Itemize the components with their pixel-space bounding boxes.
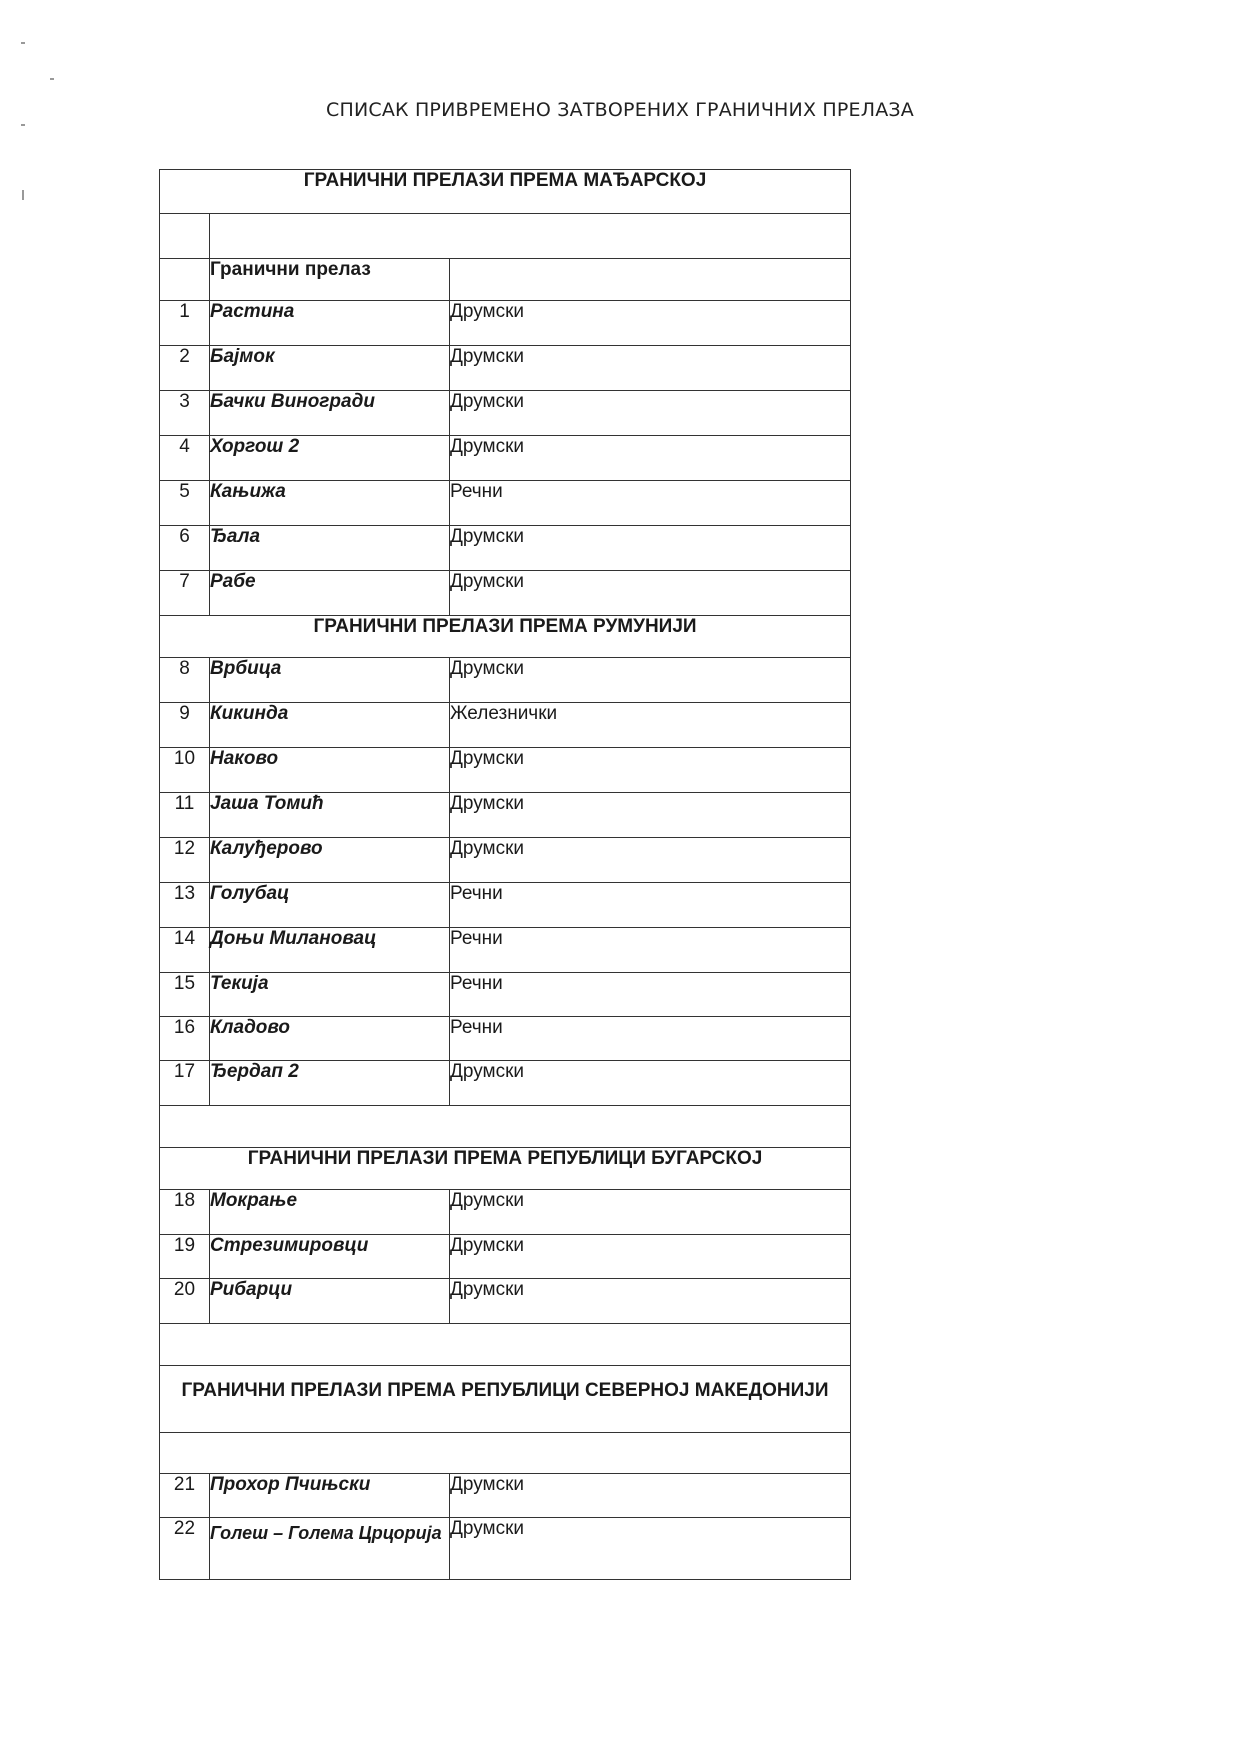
crossing-type: Друмски	[450, 748, 851, 793]
scan-mark	[22, 190, 24, 200]
table-row	[160, 838, 851, 883]
section-heading-romania: ГРАНИЧНИ ПРЕЛАЗИ ПРЕМА РУМУНИЈИ	[160, 616, 851, 658]
table-row	[160, 1279, 851, 1324]
section-heading-hungary: ГРАНИЧНИ ПРЕЛАЗИ ПРЕМА МАЂАРСКОЈ	[160, 170, 851, 214]
row-number: 11	[160, 793, 210, 838]
crossing-type: Друмски	[450, 436, 851, 481]
blank-cell	[450, 259, 851, 301]
table-row	[160, 1190, 851, 1235]
row-number: 13	[160, 883, 210, 928]
crossing-name: Наково	[210, 748, 450, 793]
crossing-type: Речни	[450, 928, 851, 973]
table-row	[160, 1235, 851, 1279]
row-number: 9	[160, 703, 210, 748]
table-row	[160, 391, 851, 436]
row-number: 10	[160, 748, 210, 793]
crossing-type: Друмски	[450, 526, 851, 571]
crossing-type: Речни	[450, 883, 851, 928]
blank-cell	[210, 214, 851, 259]
row-number: 1	[160, 301, 210, 346]
blank-cell	[160, 1106, 851, 1148]
blank-row	[160, 1433, 851, 1474]
crossing-name: Стрезимировци	[210, 1235, 450, 1279]
blank-row	[160, 1324, 851, 1366]
table-row	[160, 883, 851, 928]
crossing-type: Друмски	[450, 1518, 851, 1580]
blank-cell	[160, 1433, 851, 1474]
crossing-name: Голубац	[210, 883, 450, 928]
row-number: 17	[160, 1061, 210, 1106]
row-number: 7	[160, 571, 210, 616]
table-row	[160, 1017, 851, 1061]
scan-mark	[21, 124, 25, 126]
table-row	[160, 703, 851, 748]
crossing-name: Кикинда	[210, 703, 450, 748]
row-number: 6	[160, 526, 210, 571]
crossing-name: Голеш – Голема Црцорија	[210, 1518, 450, 1580]
table-row	[160, 973, 851, 1017]
section-heading-row	[160, 1366, 851, 1433]
crossing-name: Кладово	[210, 1017, 450, 1061]
row-number: 15	[160, 973, 210, 1017]
row-number: 19	[160, 1235, 210, 1279]
table-row	[160, 748, 851, 793]
crossing-type: Друмски	[450, 1235, 851, 1279]
table-row	[160, 571, 851, 616]
crossing-type: Друмски	[450, 793, 851, 838]
crossing-type: Друмски	[450, 1190, 851, 1235]
scan-mark	[50, 78, 54, 80]
crossing-name: Текија	[210, 973, 450, 1017]
table-row	[160, 526, 851, 571]
crossing-type: Друмски	[450, 571, 851, 616]
blank-cell	[160, 214, 210, 259]
crossing-type: Речни	[450, 973, 851, 1017]
column-header-crossing: Гранични прелаз	[210, 259, 450, 301]
crossing-name: Кањижа	[210, 481, 450, 526]
crossing-name: Рабе	[210, 571, 450, 616]
blank-row	[160, 214, 851, 259]
crossing-name: Калуђерово	[210, 838, 450, 883]
crossing-type: Друмски	[450, 391, 851, 436]
row-number: 3	[160, 391, 210, 436]
crossing-name: Ђердап 2	[210, 1061, 450, 1106]
blank-row	[160, 1106, 851, 1148]
crossing-type: Друмски	[450, 838, 851, 883]
row-number: 4	[160, 436, 210, 481]
crossing-name: Врбица	[210, 658, 450, 703]
table-row	[160, 1474, 851, 1518]
crossing-name: Доњи Милановац	[210, 928, 450, 973]
section-heading-row	[160, 616, 851, 658]
scan-mark	[21, 42, 25, 44]
row-number: 2	[160, 346, 210, 391]
crossing-type: Железнички	[450, 703, 851, 748]
crossing-name: Рибарци	[210, 1279, 450, 1324]
crossing-type: Друмски	[450, 1279, 851, 1324]
row-number: 22	[160, 1518, 210, 1580]
row-number: 21	[160, 1474, 210, 1518]
document-title: СПИСАК ПРИВРЕМЕНО ЗАТВОРЕНИХ ГРАНИЧНИХ ПРЕЛАЗА	[325, 99, 915, 121]
crossing-name: Бачки Виногради	[210, 391, 450, 436]
row-number: 5	[160, 481, 210, 526]
section-heading-bulgaria: ГРАНИЧНИ ПРЕЛАЗИ ПРЕМА РЕПУБЛИЦИ БУГАРСКОЈ	[160, 1148, 851, 1190]
crossing-name: Хоргош 2	[210, 436, 450, 481]
table-row	[160, 301, 851, 346]
row-number: 8	[160, 658, 210, 703]
section-heading-row	[160, 170, 851, 214]
table-row	[160, 1061, 851, 1106]
crossing-type: Речни	[450, 481, 851, 526]
table-row	[160, 1518, 851, 1580]
crossing-name: Растина	[210, 301, 450, 346]
crossing-type: Друмски	[450, 1474, 851, 1518]
border-crossings-table	[159, 169, 851, 1580]
table-row	[160, 658, 851, 703]
blank-cell	[160, 259, 210, 301]
crossing-type: Речни	[450, 1017, 851, 1061]
row-number: 12	[160, 838, 210, 883]
crossing-type: Друмски	[450, 346, 851, 391]
section-heading-row	[160, 1148, 851, 1190]
blank-cell	[160, 1324, 851, 1366]
column-header-row	[160, 259, 851, 301]
crossing-name: Мокрање	[210, 1190, 450, 1235]
row-number: 18	[160, 1190, 210, 1235]
row-number: 14	[160, 928, 210, 973]
crossing-name: Јаша Томић	[210, 793, 450, 838]
table-row	[160, 793, 851, 838]
table-row	[160, 481, 851, 526]
crossing-type: Друмски	[450, 1061, 851, 1106]
crossing-type: Друмски	[450, 658, 851, 703]
table-row	[160, 346, 851, 391]
crossing-name: Прохор Пчињски	[210, 1474, 450, 1518]
row-number: 16	[160, 1017, 210, 1061]
crossing-name: Бајмок	[210, 346, 450, 391]
section-heading-macedonia: ГРАНИЧНИ ПРЕЛАЗИ ПРЕМА РЕПУБЛИЦИ СЕВЕРНОЈ МАКЕДОНИЈИ	[160, 1366, 851, 1433]
table-row	[160, 436, 851, 481]
table-row	[160, 928, 851, 973]
row-number: 20	[160, 1279, 210, 1324]
crossing-name: Ђала	[210, 526, 450, 571]
crossing-type: Друмски	[450, 301, 851, 346]
